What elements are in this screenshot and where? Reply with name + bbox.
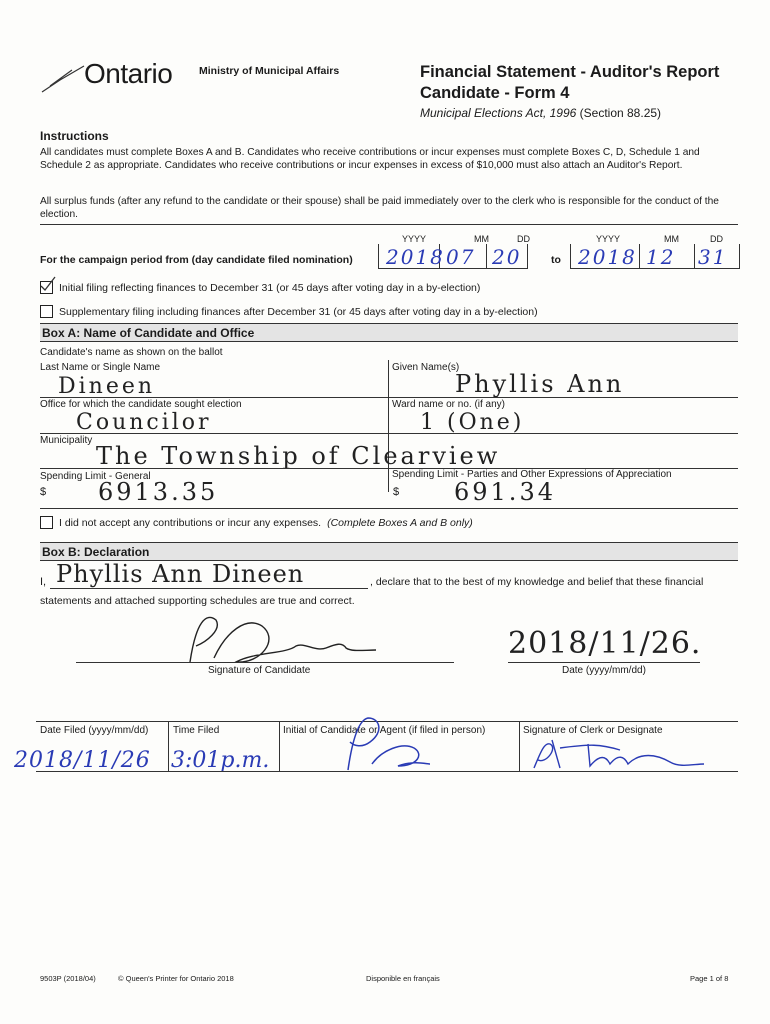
date-line [508, 662, 700, 663]
french-availability: Disponible en français [366, 974, 440, 983]
to-year-value: 2018 [578, 245, 637, 269]
from-dd-label: DD [517, 234, 530, 244]
divider [40, 397, 738, 398]
supplementary-filing-checkbox[interactable] [40, 305, 53, 318]
initial-filing-label: Initial filing reflecting finances to December 31 (or 45 days after voting day in a by-election) [59, 281, 481, 294]
municipality-label: Municipality [40, 435, 93, 446]
from-day-value: 20 [492, 245, 522, 269]
column-divider [279, 721, 280, 771]
campaign-period-label: For the campaign period from (day candidate filed nomination) [40, 254, 353, 266]
checkmark-icon [39, 276, 57, 294]
act-section: (Section 88.25) [579, 106, 662, 120]
office-label: Office for which the candidate sought election [40, 399, 242, 410]
act-reference [420, 106, 661, 120]
clerk-signature[interactable] [530, 734, 708, 774]
box-b-heading: Box B: Declaration [40, 542, 738, 561]
to-dd-label: DD [710, 234, 723, 244]
form-title [420, 62, 719, 104]
dollar-sign: $ [40, 486, 47, 498]
candidate-signature[interactable] [176, 612, 386, 668]
column-divider [519, 721, 520, 771]
column-divider [168, 721, 169, 771]
declarant-name[interactable]: Phyllis Ann Dineen [56, 560, 305, 588]
ward-label: Ward name or no. (if any) [392, 399, 506, 410]
declaration-text: , declare that to the best of my knowledge and belief that these financial [370, 576, 704, 588]
to-month-value: 12 [646, 245, 676, 269]
from-yyyy-label: YYYY [402, 234, 427, 244]
given-name-value[interactable]: Phyllis Ann [455, 370, 625, 398]
date-label: Date (yyyy/mm/dd) [562, 665, 646, 676]
column-divider [388, 360, 389, 492]
to-day-value: 31 [698, 245, 728, 269]
signature-line [76, 662, 454, 663]
to-label: to [551, 254, 561, 266]
ward-value[interactable]: 1 (One) [420, 410, 525, 435]
limit-parties-label: Spending Limit - Parties and Other Expressions of Appreciation [392, 469, 672, 480]
signature-label: Signature of Candidate [208, 665, 311, 676]
no-contributions-label: I did not accept any contributions or incur any expenses. [59, 516, 322, 529]
date-filed-value[interactable]: 2018/11/26 [14, 748, 151, 773]
limit-parties-value[interactable]: 691.34 [454, 478, 556, 506]
instructions-paragraph-2: All surplus funds (after any refund to the candidate or their spouse) shall be paid immediately over to the clerk who is responsible for the conduct of the election. [40, 196, 719, 220]
copyright: © Queen's Printer for Ontario 2018 [118, 974, 234, 983]
to-yyyy-label: YYYY [596, 234, 621, 244]
divider [40, 433, 738, 434]
no-contributions-option[interactable] [40, 516, 473, 529]
time-filed-label: Time Filed [173, 725, 220, 736]
page-number: Page 1 of 8 [690, 974, 729, 983]
limit-general-label: Spending Limit - General [40, 471, 151, 482]
declarant-line [50, 588, 368, 589]
form-title-line2: Candidate - Form 4 [420, 84, 570, 102]
no-contributions-note: (Complete Boxes A and B only) [327, 516, 473, 529]
divider [40, 508, 738, 509]
time-filed-value[interactable]: 3:01p.m. [171, 748, 270, 773]
form-title-line1: Financial Statement - Auditor's Report [420, 63, 720, 81]
date-filed-label: Date Filed (yyyy/mm/dd) [40, 725, 149, 736]
no-contributions-checkbox[interactable] [40, 516, 53, 529]
divider [40, 224, 738, 225]
supplementary-filing-option[interactable] [40, 305, 538, 318]
divider [36, 771, 738, 772]
clerk-signature-label: Signature of Clerk or Designate [523, 725, 663, 736]
municipality-value[interactable]: The Township of Clearview [96, 442, 501, 470]
ministry-name: Ministry of Municipal Affairs [199, 65, 340, 77]
from-mm-label: MM [474, 234, 489, 244]
last-name-label: Last Name or Single Name [40, 362, 161, 373]
candidate-initials[interactable] [318, 712, 448, 774]
initial-label: Initial of Candidate or Agent (if filed in person) [283, 725, 486, 736]
form-number: 9503P (2018/04) [40, 974, 96, 983]
declaration-date-value[interactable]: 2018/11/26. [508, 626, 702, 661]
declaration-i: I, [40, 576, 47, 588]
from-year-value: 2018 [386, 245, 445, 269]
office-value[interactable]: Councilor [76, 410, 212, 435]
ballot-name-label: Candidate's name as shown on the ballot [40, 347, 223, 358]
limit-general-value[interactable]: 6913.35 [98, 478, 219, 506]
instructions-paragraph-1: All candidates must complete Boxes A and B. Candidates who receive contributions or incur expenses must complete Boxes C, D, Schedule 1 and Schedule 2 as appropriate. Candidates who receive contributions or incur expenses in excess of $10,000 must also attach an Auditor's Report. [40, 147, 700, 171]
initial-filing-checkbox[interactable] [40, 281, 53, 294]
box-a-heading: Box A: Name of Candidate and Office [40, 323, 738, 342]
dollar-sign: $ [393, 486, 400, 498]
declaration-text-2: statements and attached supporting schedules are true and correct. [40, 595, 355, 607]
last-name-value[interactable]: Dineen [58, 374, 156, 399]
instructions-heading: Instructions [40, 129, 109, 143]
to-mm-label: MM [664, 234, 679, 244]
supplementary-filing-label: Supplementary filing including finances after December 31 (or 45 days after voting day in a by-election) [59, 305, 538, 318]
given-name-label: Given Name(s) [392, 362, 460, 373]
act-name: Municipal Elections Act, 1996 [420, 106, 577, 120]
initial-filing-option[interactable] [40, 281, 480, 294]
ontario-logo-text: Ontario [84, 58, 173, 89]
from-month-value: 07 [446, 245, 476, 269]
